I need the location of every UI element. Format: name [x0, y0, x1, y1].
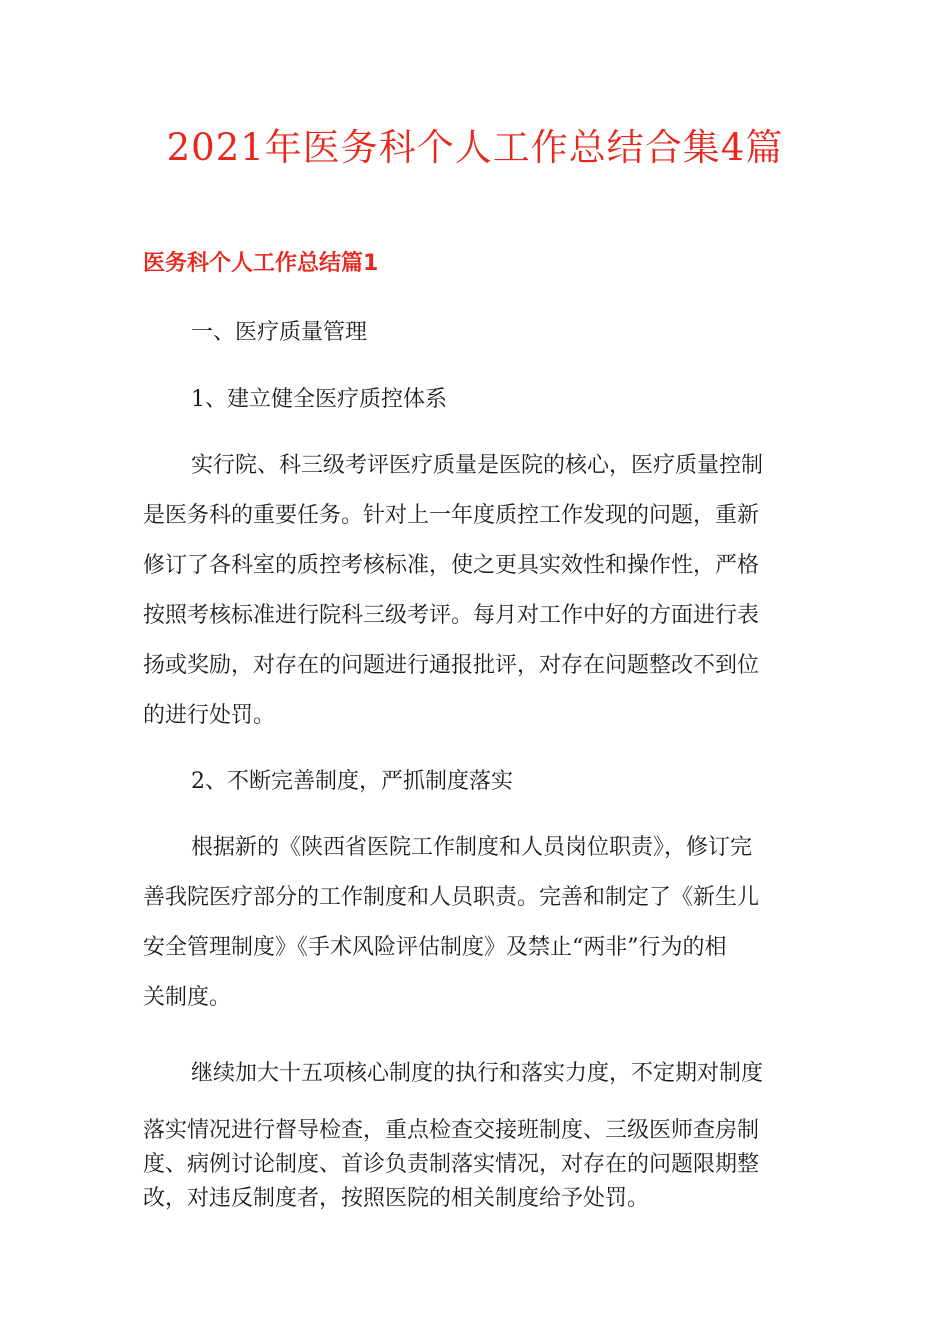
paragraph-line: 落实情况进行督导检查，重点检查交接班制度、三级医师查房制	[143, 1118, 760, 1143]
document-title: 2021年医务科个人工作总结合集4篇	[166, 126, 784, 169]
paragraph-line: 按照考核标准进行院科三级考评。每月对工作中好的方面进行表	[143, 603, 760, 628]
paragraph-line: 安全管理制度》《手术风险评估制度》及禁止“两非”行为的相	[143, 935, 727, 960]
paragraph-line: 实行院、科三级考评医疗质量是医院的核心，医疗质量控制	[191, 453, 764, 478]
paragraph-line: 修订了各科室的质控考核标准，使之更具实效性和操作性，严格	[143, 553, 760, 578]
section-heading: 医务科个人工作总结篇1	[143, 251, 379, 276]
paragraph-line: 扬或奖励，对存在的问题进行通报批评，对存在问题整改不到位	[143, 653, 760, 678]
paragraph-2	[143, 833, 813, 1033]
subheading-1: 1、建立健全医疗质控体系	[191, 387, 447, 412]
paragraph-3	[143, 1059, 813, 1218]
paragraph-line: 根据新的《陕西省医院工作制度和人员岗位职责》，修订完	[191, 835, 753, 860]
paragraph-line: 善我院医疗部分的工作制度和人员职责。完善和制定了《新生儿	[143, 885, 760, 910]
paragraph-line: 度、病例讨论制度、首诊负责制落实情况，对存在的问题限期整	[143, 1152, 760, 1177]
paragraph-line: 继续加大十五项核心制度的执行和落实力度，不定期对制度	[191, 1061, 764, 1086]
subheading-2: 2、不断完善制度，严抓制度落实	[191, 769, 513, 794]
paragraph-line: 的进行处罚。	[143, 703, 276, 728]
paragraph-line: 关制度。	[143, 985, 232, 1010]
paragraph-1	[143, 451, 813, 751]
paragraph-line: 改，对违反制度者，按照医院的相关制度给予处罚。	[143, 1186, 650, 1211]
paragraph-line: 是医务科的重要任务。针对上一年度质控工作发现的问题，重新	[143, 503, 760, 528]
heading-level1: 一、医疗质量管理	[191, 320, 368, 345]
